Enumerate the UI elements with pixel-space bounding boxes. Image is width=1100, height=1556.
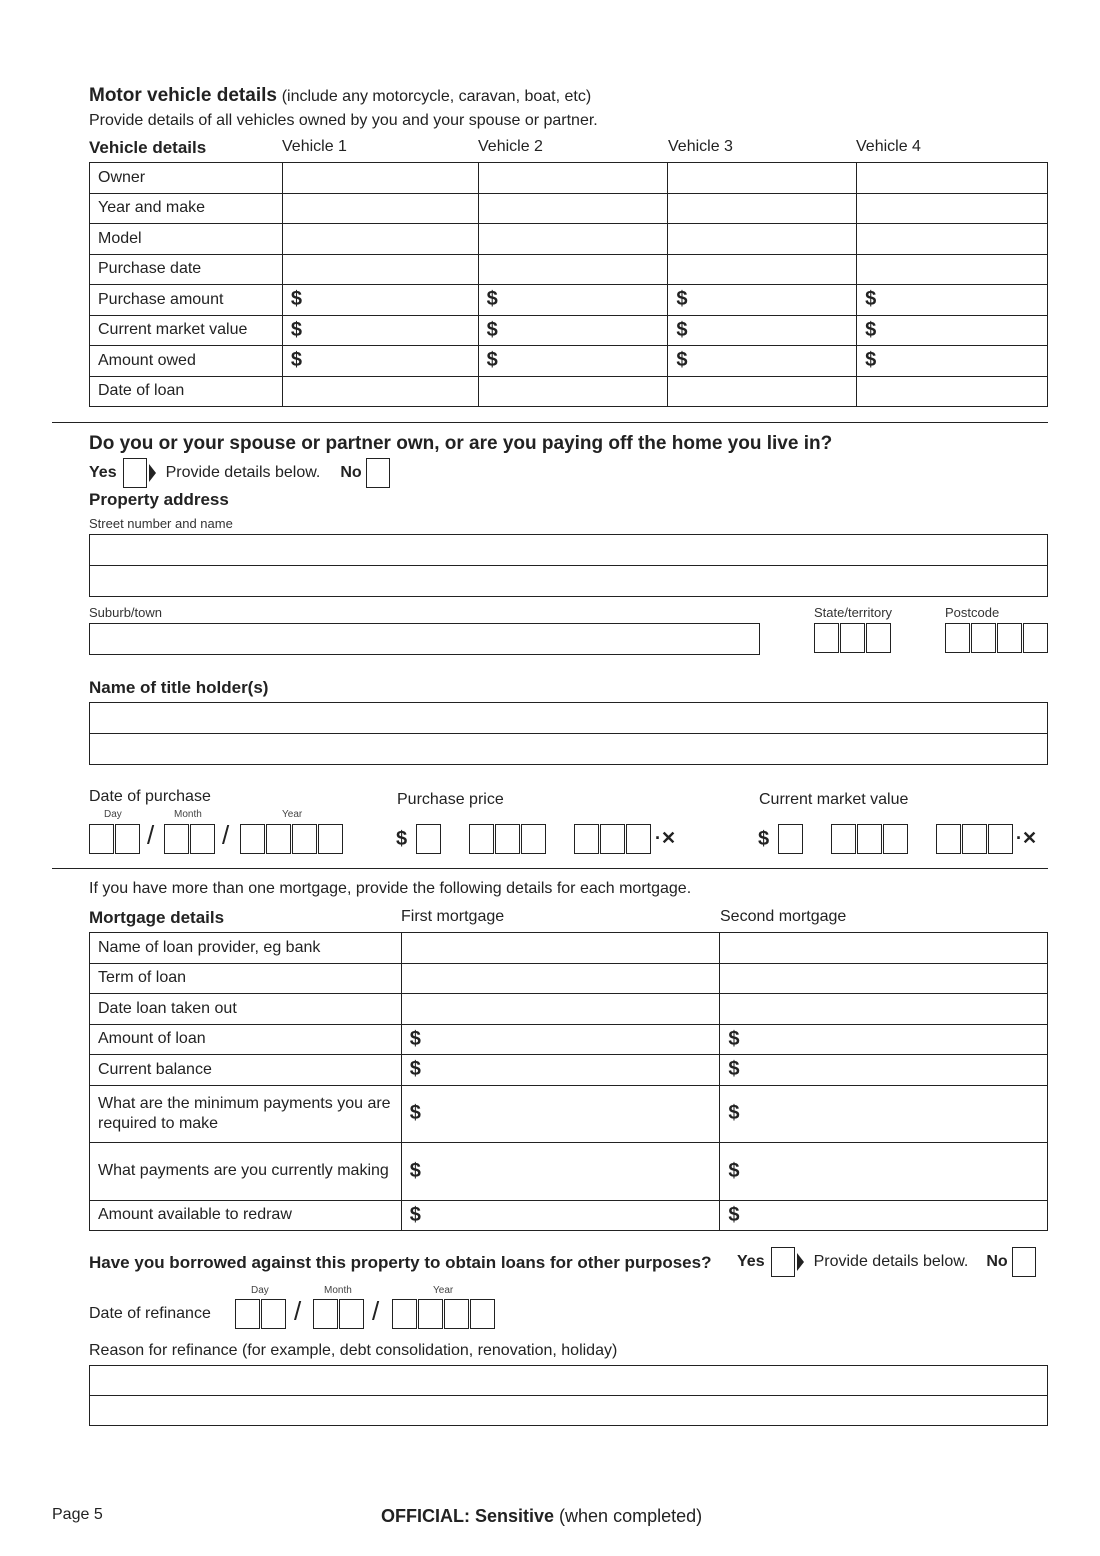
digit-box[interactable] bbox=[318, 824, 343, 854]
vehicle-2-year-make-field[interactable] bbox=[478, 193, 668, 224]
table-row bbox=[90, 193, 1048, 224]
digit-box[interactable] bbox=[574, 824, 599, 854]
vehicle-3-loan-date-field[interactable] bbox=[668, 376, 857, 407]
dollar-sign: $ bbox=[728, 1159, 740, 1182]
dollar-sign: $ bbox=[409, 1058, 421, 1081]
char-box[interactable] bbox=[814, 623, 839, 653]
vehicle-1-purchase-date-field[interactable] bbox=[282, 254, 478, 285]
month-label: Month bbox=[174, 809, 202, 820]
row-label: Name of loan provider, eg bank bbox=[90, 933, 402, 964]
vehicle-3-purchase-date-field[interactable] bbox=[668, 254, 857, 285]
second-mortgage-amount-field[interactable] bbox=[720, 1024, 1048, 1055]
second-mortgage-current-payment-field[interactable] bbox=[720, 1143, 1048, 1201]
first-mortgage-min-payment-field[interactable] bbox=[401, 1085, 720, 1143]
digit-box[interactable] bbox=[988, 824, 1013, 854]
vehicle-3-purchase-amount-field[interactable] bbox=[668, 285, 857, 316]
home-no-checkbox[interactable] bbox=[366, 458, 390, 488]
month-label: Month bbox=[324, 1285, 352, 1296]
title-holder-line-1-input[interactable] bbox=[89, 702, 1048, 734]
vehicle-4-amount-owed-field[interactable] bbox=[857, 346, 1048, 377]
first-mortgage-redraw-field[interactable] bbox=[401, 1200, 720, 1231]
dollar-sign: $ bbox=[865, 288, 877, 311]
digit-box[interactable] bbox=[997, 623, 1022, 653]
table-row bbox=[90, 1055, 1048, 1086]
digit-box[interactable] bbox=[266, 824, 291, 854]
dollar-sign: $ bbox=[676, 318, 688, 341]
digit-box[interactable] bbox=[962, 824, 987, 854]
refinance-year-input[interactable] bbox=[392, 1299, 496, 1329]
dollar-sign: $ bbox=[290, 349, 302, 372]
dollar-sign: $ bbox=[728, 1203, 740, 1226]
postcode-label: Postcode bbox=[945, 605, 1000, 620]
refinance-reason-label: Reason for refinance (for example, debt consolidation, renovation, holiday) bbox=[89, 1342, 618, 1359]
table-row bbox=[90, 254, 1048, 285]
second-mortgage-lender-field[interactable] bbox=[720, 933, 1048, 964]
digit-box[interactable] bbox=[831, 824, 856, 854]
date-of-purchase-label: Date of purchase bbox=[89, 788, 211, 805]
row-label: Current market value bbox=[90, 315, 283, 346]
vehicle-4-loan-date-field[interactable] bbox=[857, 376, 1048, 407]
state-label: State/territory bbox=[814, 605, 893, 620]
purchase-price-input[interactable] bbox=[416, 824, 652, 854]
vehicle-col-header: Vehicle details bbox=[89, 138, 207, 157]
section-divider bbox=[52, 868, 1048, 869]
classification-label: OFFICIAL: Sensitive bbox=[381, 1506, 555, 1526]
home-yes-no-row bbox=[89, 458, 390, 488]
table-row bbox=[90, 1085, 1048, 1143]
vehicle-4-market-value-field[interactable] bbox=[857, 315, 1048, 346]
row-label: Model bbox=[90, 224, 283, 255]
date-separator: / bbox=[222, 820, 230, 850]
row-label: What payments are you currently making bbox=[90, 1143, 402, 1201]
vehicle-1-model-field[interactable] bbox=[282, 224, 478, 255]
dollar-sign: $ bbox=[865, 318, 877, 341]
table-row bbox=[90, 224, 1048, 255]
vehicle-1-market-value-field[interactable] bbox=[282, 315, 478, 346]
title-holder-heading: Name of title holder(s) bbox=[89, 678, 269, 697]
title-holder-line-2-input[interactable] bbox=[89, 733, 1048, 765]
vehicle-1-purchase-amount-field[interactable] bbox=[282, 285, 478, 316]
digit-box[interactable] bbox=[600, 824, 625, 854]
digit-box[interactable] bbox=[521, 824, 546, 854]
vehicle-1-year-make-field[interactable] bbox=[282, 193, 478, 224]
vehicle-heading-title: Motor vehicle details bbox=[89, 85, 277, 106]
security-classification bbox=[381, 1506, 702, 1527]
vehicle-4-model-field[interactable] bbox=[857, 224, 1048, 255]
vehicle-instruction: Provide details of all vehicles owned by you and your spouse or partner. bbox=[89, 112, 598, 129]
vehicle-4-year-make-field[interactable] bbox=[857, 193, 1048, 224]
row-label: Amount of loan bbox=[90, 1024, 402, 1055]
vehicle-2-model-field[interactable] bbox=[478, 224, 668, 255]
postcode-input[interactable] bbox=[945, 623, 1049, 653]
vehicle-heading bbox=[89, 85, 591, 107]
digit-box[interactable] bbox=[469, 824, 494, 854]
table-row bbox=[90, 346, 1048, 377]
dollar-sign: $ bbox=[486, 349, 498, 372]
street-line-1-input[interactable] bbox=[89, 534, 1048, 566]
date-separator: / bbox=[372, 1296, 380, 1326]
mortgage-col-1: First mortgage bbox=[401, 908, 505, 925]
digit-box[interactable] bbox=[470, 1299, 495, 1329]
row-label: Purchase amount bbox=[90, 285, 283, 316]
mortgage-col-header: Mortgage details bbox=[89, 908, 225, 927]
arrow-right-icon bbox=[149, 464, 156, 482]
table-row bbox=[90, 933, 1048, 964]
year-label: Year bbox=[433, 1285, 454, 1296]
suburb-input[interactable] bbox=[89, 623, 760, 655]
second-mortgage-date-field[interactable] bbox=[720, 994, 1048, 1025]
purchase-day-input[interactable] bbox=[89, 824, 141, 854]
row-label: Date of loan bbox=[90, 376, 283, 407]
borrowed-no-label: No bbox=[986, 1253, 1008, 1270]
vehicle-1-owner-field[interactable] bbox=[282, 163, 478, 194]
row-label: Amount available to redraw bbox=[90, 1200, 402, 1231]
dollar-sign: $ bbox=[486, 288, 498, 311]
purchase-month-input[interactable] bbox=[164, 824, 216, 854]
row-label: Amount owed bbox=[90, 346, 283, 377]
refinance-date-label: Date of refinance bbox=[89, 1305, 211, 1322]
dollar-sign: $ bbox=[676, 349, 688, 372]
char-box[interactable] bbox=[866, 623, 891, 653]
home-question: Do you or your spouse or partner own, or are you paying off the home you live in? bbox=[89, 433, 833, 454]
mortgage-intro: If you have more than one mortgage, provide the following details for each mortgage. bbox=[89, 880, 692, 897]
vehicle-3-owner-field[interactable] bbox=[668, 163, 857, 194]
digit-box[interactable] bbox=[164, 824, 189, 854]
date-separator: / bbox=[294, 1296, 302, 1326]
street-label: Street number and name bbox=[89, 516, 233, 531]
vehicle-1-amount-owed-field[interactable] bbox=[282, 346, 478, 377]
state-input[interactable] bbox=[814, 623, 892, 653]
digit-box[interactable] bbox=[626, 824, 651, 854]
home-yes-note: Provide details below. bbox=[165, 464, 321, 481]
row-label: Year and make bbox=[90, 193, 283, 224]
refinance-day-input[interactable] bbox=[235, 1299, 287, 1329]
vehicle-2-purchase-amount-field[interactable] bbox=[478, 285, 668, 316]
borrowed-question: Have you borrowed against this property to obtain loans for other purposes? bbox=[89, 1253, 712, 1272]
first-mortgage-amount-field[interactable] bbox=[401, 1024, 720, 1055]
refinance-reason-line-1-input[interactable] bbox=[89, 1365, 1048, 1396]
vehicle-table bbox=[89, 162, 1048, 407]
purchase-year-input[interactable] bbox=[240, 824, 344, 854]
digit-box[interactable] bbox=[235, 1299, 260, 1329]
market-value-input[interactable] bbox=[778, 824, 1014, 854]
day-label: Day bbox=[251, 1285, 269, 1296]
digit-box[interactable] bbox=[883, 824, 908, 854]
page-number: Page 5 bbox=[52, 1506, 103, 1523]
table-row bbox=[90, 285, 1048, 316]
borrowed-yes-label: Yes bbox=[737, 1253, 765, 1270]
char-box[interactable] bbox=[840, 623, 865, 653]
table-row bbox=[90, 963, 1048, 994]
row-label: Term of loan bbox=[90, 963, 402, 994]
vehicle-col-2: Vehicle 2 bbox=[478, 138, 543, 155]
no-cents-icon: ·✕ bbox=[1016, 828, 1038, 848]
dollar-sign: $ bbox=[758, 828, 770, 850]
table-row bbox=[90, 315, 1048, 346]
digit-box[interactable] bbox=[857, 824, 882, 854]
vehicle-col-4: Vehicle 4 bbox=[856, 138, 921, 155]
vehicle-2-amount-owed-field[interactable] bbox=[478, 346, 668, 377]
digit-box[interactable] bbox=[495, 824, 520, 854]
purchase-price-label: Purchase price bbox=[397, 791, 504, 808]
table-row bbox=[90, 994, 1048, 1025]
vehicle-4-purchase-amount-field[interactable] bbox=[857, 285, 1048, 316]
market-value-label: Current market value bbox=[759, 791, 909, 808]
dollar-sign: $ bbox=[728, 1027, 740, 1050]
dollar-sign: $ bbox=[728, 1102, 740, 1125]
dollar-sign: $ bbox=[865, 349, 877, 372]
vehicle-col-1: Vehicle 1 bbox=[282, 138, 347, 155]
vehicle-col-3: Vehicle 3 bbox=[668, 138, 733, 155]
vehicle-2-loan-date-field[interactable] bbox=[478, 376, 668, 407]
first-mortgage-term-field[interactable] bbox=[401, 963, 720, 994]
refinance-reason-line-2-input[interactable] bbox=[89, 1395, 1048, 1426]
street-line-2-input[interactable] bbox=[89, 565, 1048, 597]
dollar-sign: $ bbox=[728, 1058, 740, 1081]
table-row bbox=[90, 1024, 1048, 1055]
digit-box[interactable] bbox=[292, 824, 317, 854]
refinance-month-input[interactable] bbox=[313, 1299, 365, 1329]
vehicle-3-market-value-field[interactable] bbox=[668, 315, 857, 346]
vehicle-4-owner-field[interactable] bbox=[857, 163, 1048, 194]
dollar-sign: $ bbox=[409, 1027, 421, 1050]
vehicle-2-owner-field[interactable] bbox=[478, 163, 668, 194]
digit-box[interactable] bbox=[418, 1299, 443, 1329]
suburb-label: Suburb/town bbox=[89, 605, 162, 620]
date-separator: / bbox=[147, 820, 155, 850]
mortgage-table bbox=[89, 932, 1048, 1231]
row-label: Current balance bbox=[90, 1055, 402, 1086]
table-row bbox=[90, 1143, 1048, 1201]
second-mortgage-redraw-field[interactable] bbox=[720, 1200, 1048, 1231]
dollar-sign: $ bbox=[290, 288, 302, 311]
no-cents-icon: ·✕ bbox=[655, 828, 677, 848]
borrowed-yes-no-row bbox=[737, 1247, 1036, 1277]
vehicle-2-purchase-date-field[interactable] bbox=[478, 254, 668, 285]
digit-box[interactable] bbox=[444, 1299, 469, 1329]
borrowed-yes-note: Provide details below. bbox=[813, 1253, 969, 1270]
arrow-right-icon bbox=[797, 1253, 804, 1271]
home-yes-checkbox[interactable] bbox=[123, 458, 147, 488]
dollar-sign: $ bbox=[409, 1102, 421, 1125]
table-row bbox=[90, 1200, 1048, 1231]
dollar-sign: $ bbox=[486, 318, 498, 341]
section-divider bbox=[52, 422, 1048, 423]
dollar-sign: $ bbox=[396, 828, 408, 850]
vehicle-3-model-field[interactable] bbox=[668, 224, 857, 255]
digit-box[interactable] bbox=[971, 623, 996, 653]
borrowed-no-checkbox[interactable] bbox=[1012, 1247, 1036, 1277]
second-mortgage-term-field[interactable] bbox=[720, 963, 1048, 994]
borrowed-yes-checkbox[interactable] bbox=[771, 1247, 795, 1277]
digit-box[interactable] bbox=[945, 623, 970, 653]
digit-box[interactable] bbox=[392, 1299, 417, 1329]
vehicle-3-amount-owed-field[interactable] bbox=[668, 346, 857, 377]
digit-box[interactable] bbox=[339, 1299, 364, 1329]
vehicle-3-year-make-field[interactable] bbox=[668, 193, 857, 224]
vehicle-1-loan-date-field[interactable] bbox=[282, 376, 478, 407]
mortgage-col-2: Second mortgage bbox=[720, 908, 847, 925]
digit-box[interactable] bbox=[936, 824, 961, 854]
vehicle-heading-note: (include any motorcycle, caravan, boat, etc) bbox=[281, 88, 592, 105]
digit-box[interactable] bbox=[115, 824, 140, 854]
dollar-sign: $ bbox=[409, 1159, 421, 1182]
classification-note: (when completed) bbox=[559, 1506, 703, 1526]
table-row bbox=[90, 376, 1048, 407]
vehicle-4-purchase-date-field[interactable] bbox=[857, 254, 1048, 285]
digit-box[interactable] bbox=[313, 1299, 338, 1329]
digit-box[interactable] bbox=[261, 1299, 286, 1329]
first-mortgage-lender-field[interactable] bbox=[401, 933, 720, 964]
row-label: Date loan taken out bbox=[90, 994, 402, 1025]
day-label: Day bbox=[104, 809, 122, 820]
dollar-sign: $ bbox=[290, 318, 302, 341]
digit-box[interactable] bbox=[1023, 623, 1048, 653]
digit-box[interactable] bbox=[416, 824, 441, 854]
second-mortgage-min-payment-field[interactable] bbox=[720, 1085, 1048, 1143]
vehicle-2-market-value-field[interactable] bbox=[478, 315, 668, 346]
home-no-label: No bbox=[340, 464, 362, 481]
home-yes-label: Yes bbox=[89, 464, 117, 481]
digit-box[interactable] bbox=[190, 824, 215, 854]
digit-box[interactable] bbox=[89, 824, 114, 854]
row-label: Purchase date bbox=[90, 254, 283, 285]
second-mortgage-balance-field[interactable] bbox=[720, 1055, 1048, 1086]
digit-box[interactable] bbox=[240, 824, 265, 854]
first-mortgage-balance-field[interactable] bbox=[401, 1055, 720, 1086]
row-label: Owner bbox=[90, 163, 283, 194]
table-row bbox=[90, 163, 1048, 194]
dollar-sign: $ bbox=[676, 288, 688, 311]
property-address-heading: Property address bbox=[89, 490, 229, 509]
year-label: Year bbox=[282, 809, 303, 820]
row-label: What are the minimum payments you are required to make bbox=[90, 1085, 402, 1143]
first-mortgage-current-payment-field[interactable] bbox=[401, 1143, 720, 1201]
first-mortgage-date-field[interactable] bbox=[401, 994, 720, 1025]
dollar-sign: $ bbox=[409, 1203, 421, 1226]
digit-box[interactable] bbox=[778, 824, 803, 854]
